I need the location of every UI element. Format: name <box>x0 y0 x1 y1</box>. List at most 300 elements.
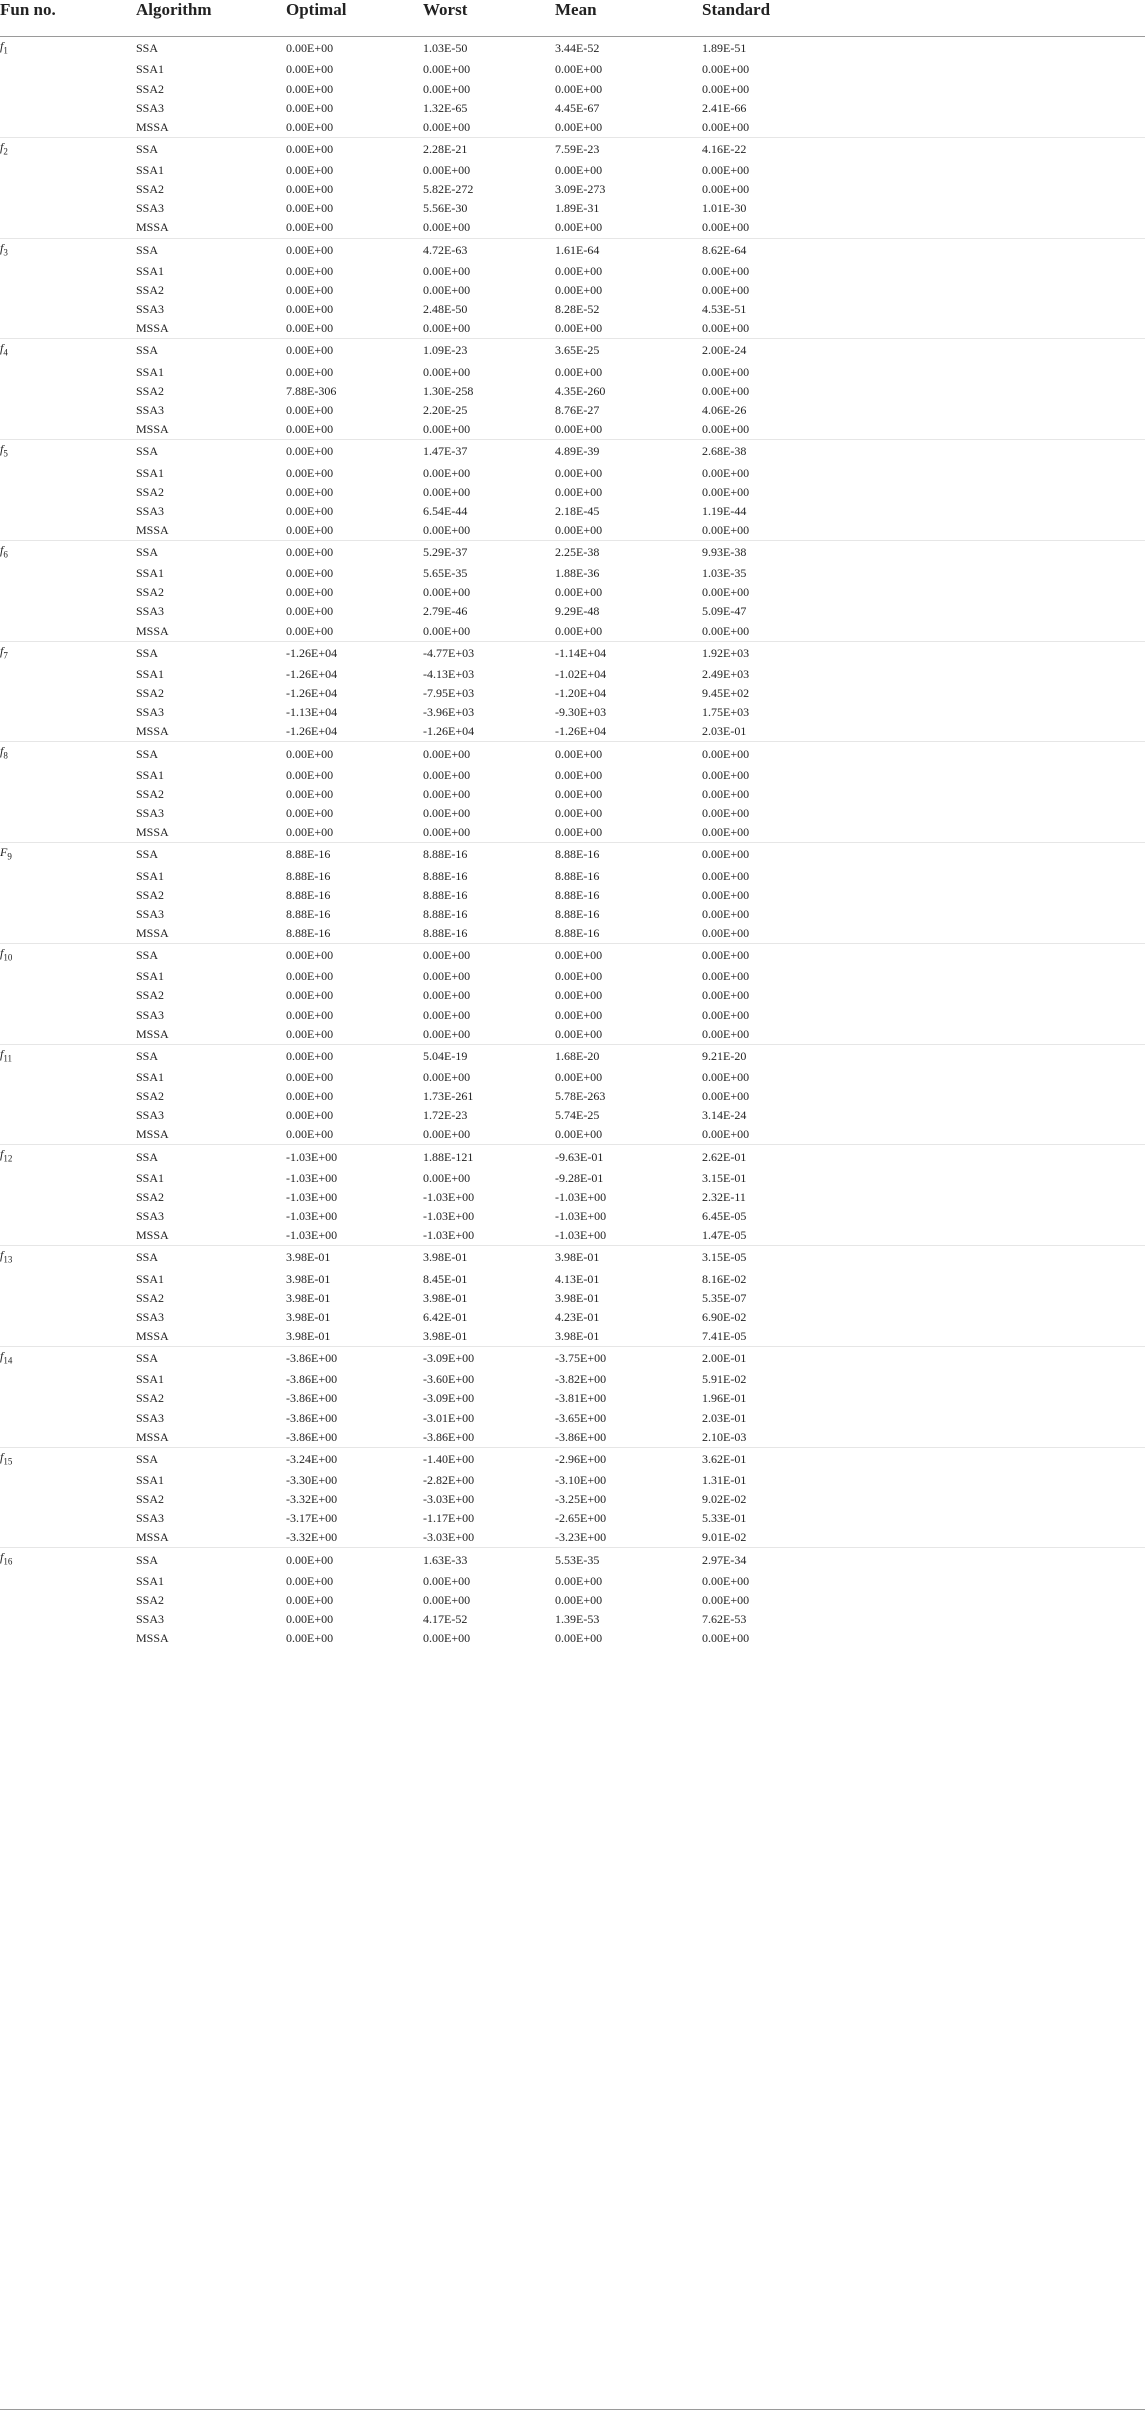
fun-symbol: f <box>0 39 4 53</box>
worst-cell: 6.54E-44 <box>423 503 468 518</box>
worst-cell: 2.20E-25 <box>423 402 468 417</box>
fun-no-cell <box>0 502 136 521</box>
optimal-cell: 3.98E-01 <box>286 1246 423 1270</box>
table-row <box>0 583 1145 602</box>
mean-cell: 3.98E-01 <box>555 1246 702 1270</box>
optimal-cell: -3.86E+00 <box>286 1372 338 1387</box>
mean-cell: 0.00E+00 <box>555 422 603 437</box>
worst-cell: -3.96E+03 <box>423 705 475 720</box>
worst-cell: 4.72E-63 <box>423 238 555 262</box>
worst-cell: 0.00E+00 <box>423 263 471 278</box>
standard-cell: 9.45E+02 <box>702 686 750 701</box>
table-row <box>0 1629 1145 1648</box>
algorithm-cell: SSA1 <box>136 364 165 379</box>
table-row <box>0 1005 1145 1024</box>
worst-cell: -3.01E+00 <box>423 1410 475 1425</box>
worst-cell: 0.00E+00 <box>423 522 471 537</box>
fun-subscript: 6 <box>3 549 8 560</box>
table-row <box>0 1188 1145 1207</box>
fun-no-cell <box>0 1490 136 1509</box>
fun-symbol: f <box>0 240 4 255</box>
optimal-cell: 0.00E+00 <box>286 988 334 1003</box>
algorithm-cell: SSA2 <box>136 686 165 701</box>
worst-cell: 0.00E+00 <box>423 767 471 782</box>
optimal-cell: 0.00E+00 <box>286 62 334 77</box>
algorithm-cell: MSSA <box>136 825 169 840</box>
mean-cell: 1.61E-64 <box>555 238 702 262</box>
worst-cell: 2.79E-46 <box>423 604 468 619</box>
standard-cell: 0.00E+00 <box>702 1007 750 1022</box>
table-row <box>0 1289 1145 1308</box>
fun-no-cell <box>0 420 136 440</box>
table-row <box>0 502 1145 521</box>
fun-no-cell <box>0 262 136 281</box>
fun-no-cell <box>0 483 136 502</box>
table-row <box>0 684 1145 703</box>
optimal-cell: 0.00E+00 <box>286 943 423 967</box>
standard-cell: 0.00E+00 <box>702 767 750 782</box>
standard-cell: 0.00E+00 <box>702 283 750 298</box>
mean-cell: -2.65E+00 <box>555 1511 607 1526</box>
fun-no-cell <box>0 1125 136 1145</box>
header-row <box>0 0 1145 37</box>
optimal-cell: 0.00E+00 <box>286 220 334 235</box>
fun-subscript: 15 <box>3 1456 13 1467</box>
fun-no-cell <box>0 1509 136 1528</box>
optimal-cell: -3.32E+00 <box>286 1492 338 1507</box>
algorithm-cell: SSA1 <box>136 1070 165 1085</box>
fun-no-cell <box>0 1270 136 1289</box>
algorithm-cell: SSA2 <box>136 182 165 197</box>
table-row <box>0 540 1145 564</box>
algorithm-cell: SSA3 <box>136 1410 165 1425</box>
optimal-cell: -3.30E+00 <box>286 1473 338 1488</box>
algorithm-cell: SSA1 <box>136 969 165 984</box>
fun-no-cell <box>0 1346 136 1370</box>
worst-cell: -3.09E+00 <box>423 1391 475 1406</box>
mean-cell: -9.28E-01 <box>555 1170 604 1185</box>
optimal-cell: 0.00E+00 <box>286 1026 334 1041</box>
table-body <box>0 37 1145 1649</box>
standard-cell: 6.90E-02 <box>702 1309 747 1324</box>
fun-no-cell <box>0 339 136 363</box>
worst-cell: 1.88E-121 <box>423 1145 555 1169</box>
mean-cell: 4.89E-39 <box>555 440 702 464</box>
optimal-cell: 0.00E+00 <box>286 302 334 317</box>
worst-cell: 0.00E+00 <box>423 1070 471 1085</box>
fun-no-cell <box>0 1169 136 1188</box>
mean-cell: 4.23E-01 <box>555 1309 600 1324</box>
table-row <box>0 37 1145 61</box>
fun-no-cell <box>0 641 136 665</box>
mean-cell: 4.45E-67 <box>555 100 600 115</box>
algorithm-cell: MSSA <box>136 1127 169 1142</box>
optimal-cell: 0.00E+00 <box>286 339 423 363</box>
optimal-cell: -1.03E+00 <box>286 1209 338 1224</box>
standard-cell: 0.00E+00 <box>702 805 750 820</box>
algorithm-cell: SSA <box>136 339 286 363</box>
mean-cell: 0.00E+00 <box>555 1593 603 1608</box>
mean-cell: 0.00E+00 <box>555 62 603 77</box>
table-row <box>0 986 1145 1005</box>
mean-cell: -9.30E+03 <box>555 705 607 720</box>
optimal-cell: -3.86E+00 <box>286 1410 338 1425</box>
fun-no-cell <box>0 886 136 905</box>
mean-cell: 8.88E-16 <box>555 868 600 883</box>
algorithm-cell: SSA3 <box>136 705 165 720</box>
optimal-cell: 0.00E+00 <box>286 321 334 336</box>
mean-cell: 0.00E+00 <box>555 786 603 801</box>
fun-no-cell <box>0 137 136 161</box>
algorithm-cell: SSA1 <box>136 163 165 178</box>
standard-cell: 2.41E-66 <box>702 100 747 115</box>
header-standard: Standard <box>702 0 1145 37</box>
algorithm-cell: SSA <box>136 1044 286 1068</box>
mean-cell: 8.28E-52 <box>555 302 600 317</box>
standard-cell: 0.00E+00 <box>702 868 750 883</box>
fun-subscript: 4 <box>3 347 8 358</box>
table-row <box>0 118 1145 138</box>
mean-cell: 0.00E+00 <box>555 767 603 782</box>
standard-cell: 1.89E-51 <box>702 41 747 56</box>
fun-no-cell <box>0 199 136 218</box>
fun-no-cell <box>0 1327 136 1347</box>
algorithm-cell: SSA <box>136 540 286 564</box>
optimal-cell: -1.26E+04 <box>286 686 338 701</box>
standard-cell: 1.75E+03 <box>702 705 750 720</box>
optimal-cell: 8.88E-16 <box>286 906 331 921</box>
standard-cell: 0.00E+00 <box>702 969 750 984</box>
mean-cell: 0.00E+00 <box>555 81 603 96</box>
optimal-cell: 0.00E+00 <box>286 41 334 56</box>
standard-cell: 1.31E-01 <box>702 1473 747 1488</box>
fun-no-cell <box>0 180 136 199</box>
fun-subscript: 7 <box>3 649 8 660</box>
fun-no-cell <box>0 967 136 986</box>
fun-subscript: 16 <box>3 1556 13 1567</box>
algorithm-cell: SSA3 <box>136 805 165 820</box>
worst-cell: 3.98E-01 <box>423 1246 555 1270</box>
optimal-cell: -1.03E+00 <box>286 1170 338 1185</box>
table-row <box>0 1106 1145 1125</box>
worst-cell: 1.30E-258 <box>423 383 474 398</box>
mean-cell: 3.98E-01 <box>555 1290 600 1305</box>
algorithm-cell: SSA <box>136 943 286 967</box>
algorithm-cell: SSA <box>136 440 286 464</box>
fun-no-cell <box>0 218 136 238</box>
standard-cell: 2.97E-34 <box>702 1548 1145 1572</box>
table-row <box>0 1490 1145 1509</box>
standard-cell: 8.16E-02 <box>702 1271 747 1286</box>
algorithm-cell: MSSA <box>136 321 169 336</box>
table-row <box>0 785 1145 804</box>
table-row <box>0 823 1145 843</box>
optimal-cell: -1.03E+00 <box>286 1228 338 1243</box>
optimal-cell: 0.00E+00 <box>286 119 334 134</box>
algorithm-cell: MSSA <box>136 1228 169 1243</box>
table-row <box>0 1471 1145 1490</box>
table-row <box>0 1246 1145 1270</box>
standard-cell: 0.00E+00 <box>702 585 750 600</box>
mean-cell: -3.10E+00 <box>555 1473 607 1488</box>
worst-cell: 8.88E-16 <box>423 887 468 902</box>
mean-cell: 9.29E-48 <box>555 604 600 619</box>
optimal-cell: 0.00E+00 <box>286 805 334 820</box>
standard-cell: 4.16E-22 <box>702 137 1145 161</box>
mean-cell: -9.63E-01 <box>555 1145 702 1169</box>
mean-cell: 0.00E+00 <box>555 1026 603 1041</box>
standard-cell: 1.03E-35 <box>702 566 747 581</box>
fun-symbol: f <box>0 744 4 759</box>
worst-cell: 0.00E+00 <box>423 988 471 1003</box>
fun-subscript: 3 <box>3 246 8 257</box>
standard-cell: 0.00E+00 <box>702 1631 750 1646</box>
table-row <box>0 1025 1145 1045</box>
optimal-cell: 8.88E-16 <box>286 925 331 940</box>
worst-cell: -1.26E+04 <box>423 724 475 739</box>
table-row <box>0 564 1145 583</box>
mean-cell: 0.00E+00 <box>555 623 603 638</box>
fun-no-cell <box>0 1246 136 1270</box>
fun-no-cell <box>0 1610 136 1629</box>
mean-cell: 5.78E-263 <box>555 1089 606 1104</box>
optimal-cell: 0.00E+00 <box>286 1108 334 1123</box>
optimal-cell: 0.00E+00 <box>286 422 334 437</box>
table-row <box>0 1346 1145 1370</box>
mean-cell: 2.18E-45 <box>555 503 600 518</box>
standard-cell: 0.00E+00 <box>702 182 750 197</box>
algorithm-cell: SSA2 <box>136 283 165 298</box>
worst-cell: 6.42E-01 <box>423 1309 468 1324</box>
table-row <box>0 1327 1145 1347</box>
mean-cell: 4.13E-01 <box>555 1271 600 1286</box>
fun-no-cell <box>0 382 136 401</box>
fun-no-cell <box>0 564 136 583</box>
worst-cell: 0.00E+00 <box>423 422 471 437</box>
algorithm-cell: SSA <box>136 742 286 766</box>
mean-cell: 3.98E-01 <box>555 1328 600 1343</box>
algorithm-cell: MSSA <box>136 1530 169 1545</box>
worst-cell: -3.03E+00 <box>423 1530 475 1545</box>
optimal-cell: -1.26E+04 <box>286 667 338 682</box>
algorithm-cell: SSA <box>136 1447 286 1471</box>
algorithm-cell: SSA <box>136 238 286 262</box>
algorithm-cell: SSA1 <box>136 1372 165 1387</box>
fun-no-cell <box>0 440 136 464</box>
mean-cell: -1.03E+00 <box>555 1189 607 1204</box>
optimal-cell: 0.00E+00 <box>286 522 334 537</box>
optimal-cell: -1.03E+00 <box>286 1189 338 1204</box>
table-row <box>0 967 1145 986</box>
table-row <box>0 382 1145 401</box>
algorithm-cell: MSSA <box>136 925 169 940</box>
worst-cell: -3.03E+00 <box>423 1492 475 1507</box>
optimal-cell: 0.00E+00 <box>286 825 334 840</box>
standard-cell: 0.00E+00 <box>702 887 750 902</box>
algorithm-cell: SSA1 <box>136 1573 165 1588</box>
mean-cell: -3.23E+00 <box>555 1530 607 1545</box>
mean-cell: 0.00E+00 <box>555 283 603 298</box>
optimal-cell: -1.13E+04 <box>286 705 338 720</box>
algorithm-cell: SSA3 <box>136 302 165 317</box>
table-row <box>0 602 1145 621</box>
standard-cell: 0.00E+00 <box>702 1593 750 1608</box>
fun-no-cell <box>0 1591 136 1610</box>
fun-no-cell <box>0 622 136 642</box>
standard-cell: 0.00E+00 <box>702 1127 750 1142</box>
optimal-cell: 0.00E+00 <box>286 137 423 161</box>
algorithm-cell: MSSA <box>136 1631 169 1646</box>
optimal-cell: 0.00E+00 <box>286 969 334 984</box>
fun-no-cell <box>0 1068 136 1087</box>
standard-cell: 0.00E+00 <box>702 1573 750 1588</box>
standard-cell: 0.00E+00 <box>702 364 750 379</box>
mean-cell: 8.88E-16 <box>555 906 600 921</box>
algorithm-cell: SSA <box>136 41 159 56</box>
mean-cell: -2.96E+00 <box>555 1447 702 1471</box>
table-row <box>0 924 1145 944</box>
algorithm-cell: MSSA <box>136 1429 169 1444</box>
standard-cell: 4.53E-51 <box>702 302 747 317</box>
algorithm-cell: SSA <box>136 843 286 867</box>
worst-cell: 8.88E-16 <box>423 906 468 921</box>
worst-cell: 8.88E-16 <box>423 868 468 883</box>
standard-cell: 0.00E+00 <box>702 825 750 840</box>
fun-symbol: f <box>0 643 4 658</box>
table-row <box>0 1409 1145 1428</box>
standard-cell: 0.00E+00 <box>702 163 750 178</box>
table-row <box>0 843 1145 867</box>
standard-cell: 1.01E-30 <box>702 201 747 216</box>
table-row <box>0 180 1145 199</box>
table-row <box>0 1591 1145 1610</box>
optimal-cell: 0.00E+00 <box>286 238 423 262</box>
header-mean: Mean <box>555 0 702 37</box>
mean-cell: 2.25E-38 <box>555 540 702 564</box>
fun-no-cell <box>0 37 136 61</box>
algorithm-cell: MSSA <box>136 1328 169 1343</box>
mean-cell: 3.44E-52 <box>555 41 600 56</box>
table-row <box>0 363 1145 382</box>
standard-cell: 0.00E+00 <box>702 263 750 278</box>
algorithm-cell: SSA2 <box>136 1593 165 1608</box>
worst-cell: -1.40E+00 <box>423 1447 555 1471</box>
header-optimal: Optimal <box>286 0 423 37</box>
worst-cell: 1.32E-65 <box>423 100 468 115</box>
standard-cell: 6.45E-05 <box>702 1209 747 1224</box>
fun-no-cell <box>0 1629 136 1648</box>
worst-cell: -1.17E+00 <box>423 1511 475 1526</box>
worst-cell: 1.63E-33 <box>423 1548 555 1572</box>
standard-cell: 0.00E+00 <box>702 988 750 1003</box>
mean-cell: 0.00E+00 <box>555 321 603 336</box>
table-row <box>0 60 1145 79</box>
algorithm-cell: SSA2 <box>136 81 165 96</box>
optimal-cell: 0.00E+00 <box>286 465 334 480</box>
standard-cell: 0.00E+00 <box>702 522 750 537</box>
standard-cell: 0.00E+00 <box>702 925 750 940</box>
algorithm-cell: SSA2 <box>136 1089 165 1104</box>
worst-cell: 3.98E-01 <box>423 1328 468 1343</box>
worst-cell: 8.88E-16 <box>423 925 468 940</box>
optimal-cell: 7.88E-306 <box>286 383 337 398</box>
fun-no-cell <box>0 843 136 867</box>
worst-cell: 0.00E+00 <box>423 742 555 766</box>
table-row <box>0 483 1145 502</box>
algorithm-cell: SSA1 <box>136 767 165 782</box>
standard-cell: 0.00E+00 <box>702 742 1145 766</box>
optimal-cell: 0.00E+00 <box>286 566 334 581</box>
fun-no-cell <box>0 1548 136 1572</box>
mean-cell: 4.35E-260 <box>555 383 606 398</box>
standard-cell: 2.10E-03 <box>702 1429 747 1444</box>
mean-cell: 0.00E+00 <box>555 1127 603 1142</box>
optimal-cell: 0.00E+00 <box>286 1631 334 1646</box>
standard-cell: 5.35E-07 <box>702 1290 747 1305</box>
table-row <box>0 1528 1145 1548</box>
fun-no-cell <box>0 540 136 564</box>
worst-cell: 1.73E-261 <box>423 1089 474 1104</box>
mean-cell: -1.14E+04 <box>555 641 702 665</box>
optimal-cell: 8.88E-16 <box>286 843 423 867</box>
worst-cell: 0.00E+00 <box>423 364 471 379</box>
optimal-cell: 0.00E+00 <box>286 1593 334 1608</box>
mean-cell: 5.53E-35 <box>555 1548 702 1572</box>
fun-no-cell <box>0 583 136 602</box>
standard-cell: 0.00E+00 <box>702 422 750 437</box>
fun-no-cell <box>0 703 136 722</box>
standard-cell: 2.32E-11 <box>702 1189 746 1204</box>
standard-cell: 1.92E+03 <box>702 641 1145 665</box>
standard-cell: 7.62E-53 <box>702 1612 747 1627</box>
worst-cell: 0.00E+00 <box>423 1631 471 1646</box>
mean-cell: 1.88E-36 <box>555 566 600 581</box>
algorithm-cell: SSA3 <box>136 503 165 518</box>
optimal-cell: 0.00E+00 <box>286 283 334 298</box>
mean-cell: -1.03E+00 <box>555 1209 607 1224</box>
algorithm-cell: SSA1 <box>136 465 165 480</box>
mean-cell: 0.00E+00 <box>555 943 702 967</box>
worst-cell: 5.82E-272 <box>423 182 474 197</box>
mean-cell: 0.00E+00 <box>555 364 603 379</box>
algorithm-cell: SSA1 <box>136 1170 165 1185</box>
worst-cell: 1.47E-37 <box>423 440 555 464</box>
optimal-cell: 0.00E+00 <box>286 1089 334 1104</box>
table-row <box>0 867 1145 886</box>
algorithm-cell: SSA2 <box>136 786 165 801</box>
optimal-cell: 0.00E+00 <box>286 201 334 216</box>
worst-cell: 0.00E+00 <box>423 1127 471 1142</box>
header-worst: Worst <box>423 0 555 37</box>
algorithm-cell: MSSA <box>136 1026 169 1041</box>
worst-cell: 1.72E-23 <box>423 1108 468 1123</box>
table-row <box>0 238 1145 262</box>
optimal-cell: -1.26E+04 <box>286 724 338 739</box>
worst-cell: 0.00E+00 <box>423 283 471 298</box>
standard-cell: 0.00E+00 <box>702 906 750 921</box>
fun-no-cell <box>0 1572 136 1591</box>
fun-symbol: f <box>0 1147 4 1162</box>
fun-subscript: 5 <box>3 448 8 459</box>
mean-cell: -3.65E+00 <box>555 1410 607 1425</box>
mean-cell: 1.39E-53 <box>555 1612 600 1627</box>
bottom-rule <box>0 2409 1145 2410</box>
mean-cell: 0.00E+00 <box>555 1007 603 1022</box>
table-row <box>0 1270 1145 1289</box>
header-algorithm: Algorithm <box>136 0 286 37</box>
optimal-cell: 0.00E+00 <box>286 1007 334 1022</box>
mean-cell: -1.20E+04 <box>555 686 607 701</box>
